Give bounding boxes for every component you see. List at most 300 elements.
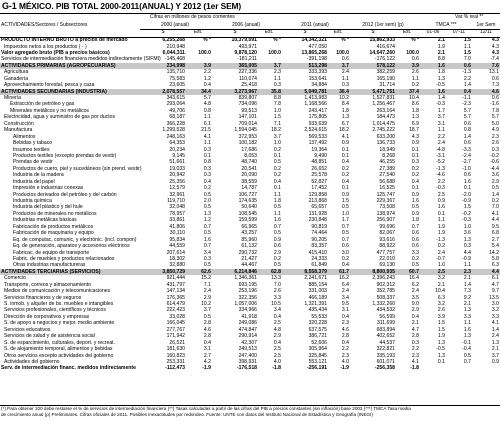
table-cell: 693,195 xyxy=(238,281,257,288)
table-cell: 1,299,528 xyxy=(162,127,185,134)
table-cell: 2.3 xyxy=(446,269,472,275)
table-cell: 165,190 xyxy=(376,75,395,82)
table-cell: 2.2 xyxy=(203,69,211,76)
table-cell: 1.5 xyxy=(463,204,471,211)
table-cell: 0.6 xyxy=(463,172,471,179)
table-cell: 12,579 xyxy=(169,185,185,192)
table-cell: 13.5 xyxy=(489,294,499,301)
table-cell: 7.1 xyxy=(203,281,211,288)
table-cell: 1.7 xyxy=(341,217,349,224)
table-cell: 2.2 xyxy=(437,178,445,185)
table-cell: 1.0 xyxy=(463,223,471,230)
table-cell: 0.5 xyxy=(273,159,281,166)
table-cell: 3.7 xyxy=(328,63,350,69)
table-cell: 14,342,321 xyxy=(301,37,327,44)
row-label: S. de alojamiento temporal, alimentos y bebidas xyxy=(4,346,113,353)
pib-table xyxy=(0,37,500,372)
table-cell: 578,122 xyxy=(350,63,396,69)
table-cell: 7.8 xyxy=(491,107,499,114)
table-cell: -391,198 xyxy=(306,56,327,63)
table-cell: 0.1 xyxy=(437,358,445,365)
table-cell: 0.9 xyxy=(273,236,281,243)
table-cell: 434,532 xyxy=(376,307,395,314)
footnotes xyxy=(1,406,499,417)
row-label: Otros servicios excepto actividades del gobierno xyxy=(4,352,114,359)
table-cell: 27,389 xyxy=(379,165,395,172)
table-cell: 25,418 xyxy=(241,82,257,89)
table-cell: 4.1 xyxy=(491,320,499,327)
table-cell: 637,575 xyxy=(308,326,327,333)
table-cell: 1.4 xyxy=(463,82,471,89)
table-cell: 2,745,222 xyxy=(372,127,395,134)
table-cell: 2.5 xyxy=(420,269,446,275)
row-label: S. de esparcimiento, culturales, deport. y recreat. xyxy=(4,339,115,346)
table-cell: 3.1 xyxy=(437,120,445,127)
sub-2000-value: $ xyxy=(161,29,165,35)
table-cell: 6.1 xyxy=(491,275,499,282)
table-cell: 4.3 xyxy=(491,43,499,50)
table-cell: 0.5 xyxy=(203,191,211,198)
row-label: Prendas de vestir xyxy=(13,159,53,166)
header-top xyxy=(0,14,500,22)
table-cell: 207,614 xyxy=(166,249,185,256)
row-label: Servicios profesionales, científicos y técnicos xyxy=(4,307,106,314)
table-cell: 9.7 xyxy=(491,288,499,295)
table-cell: 277,767 xyxy=(166,326,185,333)
row-label: Productos textiles (excepto prendas de vestir) xyxy=(13,152,117,159)
row-label: Servicios financieros y de seguros xyxy=(4,294,82,301)
table-cell: 0.9 xyxy=(411,191,419,198)
table-cell: 243,417 xyxy=(308,107,327,114)
table-cell: 466,189 xyxy=(308,294,327,301)
table-cell: 0.4 xyxy=(273,313,281,320)
table-cell: -1.1 xyxy=(462,95,471,102)
table-cell: 683,894 xyxy=(376,326,395,333)
table-cell: 4.0 xyxy=(273,358,281,365)
footnote-line-2: de crecimiento anual (p) Preliminares. Cifras oficiales de 2011. Posibles inexactitudes por redondeo. Fuente: UNTE con datos del Instituto Nacional de Estadística y Geografía (INEGI) xyxy=(1,411,373,417)
table-cell: 227,336 xyxy=(238,69,257,76)
table-cell: 20,942 xyxy=(169,172,185,179)
row-label: Fabricac. de equipo de transporte xyxy=(13,249,90,256)
table-cell: 90,819 xyxy=(311,223,327,230)
table-cell: 25,578 xyxy=(311,172,327,179)
table-cell: 41,806 xyxy=(169,223,185,230)
table-cell: 2.3 xyxy=(341,320,349,327)
table-cell: 230,848 xyxy=(308,217,327,224)
table-cell: 65,657 xyxy=(311,204,327,211)
table-cell: 2.7 xyxy=(203,352,211,359)
table-cell: 0.5 xyxy=(273,262,281,269)
table-cell: 1.4 xyxy=(491,326,499,333)
table-cell: 1.9 xyxy=(437,43,445,50)
row-label: Fabric. de muebles y productos relacionados xyxy=(13,255,115,262)
table-cell: 4.1 xyxy=(411,358,419,365)
table-cell: 253,331 xyxy=(166,358,185,365)
table-cell: 4.2 xyxy=(203,358,211,365)
table-cell: 3.4 xyxy=(203,249,211,256)
table-cell: 171,942 xyxy=(166,333,185,340)
table-cell: 1.1 xyxy=(411,75,419,82)
table-cell xyxy=(420,365,446,371)
row-label: Insumos textiles xyxy=(13,146,50,153)
row-label: Industrias metálicas básicas xyxy=(13,217,77,224)
table-cell: -2.4 xyxy=(462,152,471,159)
table-cell: 8,800,935 xyxy=(350,269,396,275)
table-cell: 93,616 xyxy=(379,236,395,243)
table-cell: 234,998 xyxy=(140,63,186,69)
table-cell: 256,907 xyxy=(376,217,395,224)
table-cell: 1.6 xyxy=(420,63,446,69)
table-cell: 569,533 xyxy=(308,133,327,140)
table-cell: 9.2 xyxy=(463,294,471,301)
table-cell: 229,367 xyxy=(376,198,395,205)
table-cell: 0.4 xyxy=(411,313,419,320)
table-cell: 1.9 xyxy=(437,230,445,237)
table-cell: -1.3 xyxy=(436,236,445,243)
table-cell: 24,333 xyxy=(311,255,327,262)
table-cell: 0.4 xyxy=(341,159,349,166)
header-sub xyxy=(0,29,500,36)
table-cell: 8.4 xyxy=(341,101,349,108)
table-cell: 1,057,006 xyxy=(234,301,257,308)
table-cell: 734,096 xyxy=(238,101,257,108)
table-cell: 0.1 xyxy=(341,152,349,159)
table-cell: 5.8 xyxy=(491,255,499,262)
table-cell: 3.6 xyxy=(463,230,471,237)
table-cell: 4.4 xyxy=(463,249,471,256)
row-label: Fabricación de maquinaria y equipo xyxy=(13,230,94,237)
table-cell: 14,787 xyxy=(241,185,257,192)
units-label: Cifras en millones de pesos corrientes xyxy=(150,14,235,20)
table-cell: 5,049,781 xyxy=(282,89,328,95)
table-cell: 2.6 xyxy=(273,288,281,295)
table-cell: 4.4 xyxy=(491,217,499,224)
table-cell: 0.7 xyxy=(411,223,419,230)
table-cell: % * xyxy=(411,37,419,44)
table-cell: 4.4 xyxy=(472,269,500,275)
table-cell: 1.5 xyxy=(437,326,445,333)
table-cell: -112,473 xyxy=(165,365,185,372)
table-cell: 33,861 xyxy=(169,217,185,224)
table-cell: 2.6 xyxy=(491,140,499,147)
row-label: Otras industrias manufactureras xyxy=(13,262,86,269)
table-cell: 0.5 xyxy=(491,185,499,192)
table-cell: 26,652 xyxy=(311,165,327,172)
table-cell: 1.4 xyxy=(463,133,471,140)
table-cell: 0.4 xyxy=(203,339,211,346)
table-cell: 0.3 xyxy=(273,82,281,89)
table-cell: -1.8 xyxy=(272,365,281,372)
sub-sem-1211: 12/11 xyxy=(479,29,493,35)
table-cell: 17,686 xyxy=(241,146,257,153)
table-cell: 26,521 xyxy=(169,339,185,346)
table-cell: 0.2 xyxy=(273,165,281,172)
table-cell: 46,255 xyxy=(379,159,395,166)
table-cell: 1.6 xyxy=(411,198,419,205)
table-cell: 4.1 xyxy=(341,133,349,140)
table-cell: 213,868 xyxy=(308,198,327,205)
table-cell: 1.8 xyxy=(411,217,419,224)
table-cell: 3.9 xyxy=(186,63,212,69)
table-cell: 19,033 xyxy=(169,165,185,172)
table-cell: 335,193 xyxy=(376,352,395,359)
table-cell: 49,706 xyxy=(169,107,185,114)
table-cell: 41,918 xyxy=(241,313,257,320)
table-cell: 8.8 xyxy=(273,95,281,102)
table-cell: 4.6 xyxy=(203,326,211,333)
table-cell: 6,214,846 xyxy=(212,269,258,275)
table-cell: -3.1 xyxy=(436,152,445,159)
table-cell: 13.3 xyxy=(271,275,281,282)
table-cell: 3.7 xyxy=(437,114,445,121)
table-cell: 1.0 xyxy=(341,210,349,217)
table-cell: 2.4 xyxy=(203,288,211,295)
table-cell: -2.0 xyxy=(462,191,471,198)
table-cell: -0.3 xyxy=(436,185,445,192)
table-cell: 0.5 xyxy=(203,262,211,269)
table-cell: -1.9 xyxy=(202,365,211,372)
table-cell: 1.3 xyxy=(463,307,471,314)
table-cell: 2.3 xyxy=(491,133,499,140)
row-label: Comercio xyxy=(4,275,26,282)
sub-2012-value: $ xyxy=(371,29,375,35)
table-cell: 0.1 xyxy=(273,185,281,192)
table-cell: 1.1 xyxy=(463,43,471,50)
table-cell: 2.9 xyxy=(273,333,281,340)
table-cell: 125,747 xyxy=(376,191,395,198)
table-cell: -0.9 xyxy=(462,255,471,262)
table-cell: 508,337 xyxy=(376,294,395,301)
table-cell: 7.3 xyxy=(463,288,471,295)
row-label: Industria de la madera xyxy=(13,172,64,179)
table-cell: 90,205 xyxy=(311,236,327,243)
table-cell: -0.7 xyxy=(436,255,445,262)
table-cell: 83,357 xyxy=(311,243,327,250)
table-cell: 6.3 xyxy=(491,262,499,269)
table-cell: 5.7 xyxy=(491,114,499,121)
table-cell: 0.5 xyxy=(203,204,211,211)
table-cell: 2.2 xyxy=(463,75,471,82)
table-cell: 18,302 xyxy=(169,255,185,262)
table-cell: 0.6 xyxy=(341,56,349,63)
table-cell: 0.6 xyxy=(463,140,471,147)
table-cell: 933,639 xyxy=(308,120,327,127)
table-cell: 0.6 xyxy=(411,243,419,250)
table-cell: 34,884 xyxy=(311,82,327,89)
table-cell: -1.0 xyxy=(462,165,471,172)
table-cell: 366,228 xyxy=(166,120,185,127)
table-cell: 2.4 xyxy=(437,140,445,147)
table-cell: 42,307 xyxy=(241,339,257,346)
row-label: Eq. de generación, aparatos y accesorios eléctricos xyxy=(13,243,130,250)
table-cell: 3.5 xyxy=(411,294,419,301)
table-cell: 1.5 xyxy=(463,37,471,44)
table-cell: 2.7 xyxy=(491,236,499,243)
table-cell: 48,740 xyxy=(241,159,257,166)
table-cell: 9.5 xyxy=(341,301,349,308)
table-cell: 16.4 xyxy=(409,275,419,282)
table-cell: 2.3 xyxy=(411,352,419,359)
table-cell: 110,074 xyxy=(238,75,257,82)
table-cell: 2,396,243 xyxy=(372,275,395,282)
table-cell: -2.7 xyxy=(462,159,471,166)
table-cell xyxy=(472,365,500,371)
table-cell: 3.3 xyxy=(491,313,499,320)
row-label: Medios de comunicación y telecomunicaciones xyxy=(4,288,111,295)
table-cell: 2.4 xyxy=(411,288,419,295)
table-cell: 1.2 xyxy=(203,75,211,82)
table-cell: 0.7 xyxy=(341,223,349,230)
table-cell: 1.3 xyxy=(203,210,211,217)
sub-tmca-0711: 07-11 xyxy=(452,29,466,35)
table-cell: 325,845 xyxy=(308,352,327,359)
table-cell: 9,878,120 xyxy=(234,49,257,56)
table-cell: 1.1 xyxy=(463,262,471,269)
row-label: Transporte, correos y almacenamiento xyxy=(4,281,92,288)
table-cell: 6.4 xyxy=(341,281,349,288)
table-cell: 4.3 xyxy=(411,133,419,140)
table-cell: 0.9 xyxy=(341,191,349,198)
table-cell: 0.4 xyxy=(411,178,419,185)
table-cell: 2.1 xyxy=(437,37,445,44)
row-label: Servicios educativos xyxy=(4,326,51,333)
table-cell: 0.6 xyxy=(463,120,471,127)
table-cell: -0.3 xyxy=(436,101,445,108)
sub-2011-est: Est. xyxy=(333,29,343,35)
table-cell: 20,541 xyxy=(241,165,257,172)
table-cell: 4.3 xyxy=(491,49,499,56)
table-cell: 32,880 xyxy=(169,262,185,269)
table-cell: 0.7 xyxy=(203,243,211,250)
table-cell: 1.7 xyxy=(437,107,445,114)
table-cell: -0.1 xyxy=(462,339,471,346)
table-cell: 2.2 xyxy=(437,133,445,140)
table-cell: 106,727 xyxy=(238,191,257,198)
table-cell: 2.8 xyxy=(341,333,349,340)
row-label: Industria química xyxy=(13,198,52,205)
table-cell: 166,045 xyxy=(166,320,185,327)
table-cell: 263,164 xyxy=(376,107,395,114)
table-cell: -4.8 xyxy=(436,146,445,153)
table-cell: -181,211 xyxy=(237,56,257,63)
table-cell: 0.2 xyxy=(411,82,419,89)
table-cell: 56,599 xyxy=(379,313,395,320)
table-cell: 62.8 xyxy=(258,269,282,275)
table-cell: 0.5 xyxy=(411,262,419,269)
table-cell: 0.6 xyxy=(411,230,419,237)
table-cell: 2.5 xyxy=(273,346,281,353)
table-cell: 4.6 xyxy=(472,89,500,95)
table-cell: 0.1 xyxy=(411,185,419,192)
table-cell: 9.5 xyxy=(491,223,499,230)
table-cell: 69,130 xyxy=(379,262,395,269)
table-cell: % * xyxy=(341,37,349,44)
table-cell: 19,364 xyxy=(311,146,327,153)
table-cell: 0.6 xyxy=(411,236,419,243)
table-cell: 372,953 xyxy=(238,133,257,140)
table-cell: 18,949 xyxy=(379,146,395,153)
table-cell: 25,356 xyxy=(169,178,185,185)
table-cell: 2,241,671 xyxy=(304,275,327,282)
table-cell: 1.6 xyxy=(203,236,211,243)
table-cell: 6.7 xyxy=(341,120,349,127)
table-cell: 9,490 xyxy=(314,152,327,159)
table-cell: 38,559 xyxy=(241,178,257,185)
table-cell: 3.1 xyxy=(203,346,211,353)
table-cell: 477,050 xyxy=(308,43,327,50)
table-cell: 0.6 xyxy=(411,56,419,63)
table-cell: 7.0 xyxy=(273,281,281,288)
table-cell: 4.8 xyxy=(273,326,281,333)
table-cell: 1.6 xyxy=(420,89,446,95)
table-row xyxy=(0,365,500,371)
row-label: Ganadería xyxy=(4,75,29,82)
table-cell: 184,473 xyxy=(376,114,395,121)
table-cell: 0.3 xyxy=(203,146,211,153)
row-label: Serv. de intermediación financ. medidos indirectamente xyxy=(1,365,136,372)
table-cell: 2.5 xyxy=(437,191,445,198)
table-cell: 7.3 xyxy=(491,82,499,89)
table-cell: 75,583 xyxy=(169,75,185,82)
table-cell: 160,823 xyxy=(166,352,185,359)
table-cell: 0.2 xyxy=(341,165,349,172)
table-cell: 64,353 xyxy=(169,140,185,147)
table-cell: 2.1 xyxy=(463,301,471,308)
table-cell: 0.8 xyxy=(463,127,471,134)
table-cell: 7.0 xyxy=(491,204,499,211)
table-cell: 1.5 xyxy=(341,198,349,205)
table-cell: 2.5 xyxy=(273,352,281,359)
table-cell: 44,467 xyxy=(241,262,257,269)
table-cell: 181,630 xyxy=(166,346,185,353)
row-label: Valor agregado bruto (PIB a precios básicos) xyxy=(1,49,110,56)
table-cell: 0.5 xyxy=(273,204,281,211)
table-cell: -1.9 xyxy=(340,365,349,372)
table-cell: 16.2 xyxy=(339,275,349,282)
table-cell: -0.5 xyxy=(436,346,445,353)
table-cell: 1.8 xyxy=(411,107,419,114)
table-cell: 0.4 xyxy=(446,89,472,95)
table-cell: 62.6 xyxy=(186,269,212,275)
table-cell: 100.0 xyxy=(198,49,211,56)
table-cell: 31,714 xyxy=(379,82,395,89)
table-cell: 10.4 xyxy=(409,95,419,102)
table-cell: 0.4 xyxy=(273,339,281,346)
table-cell: 3.0 xyxy=(341,249,349,256)
table-cell: 0.4 xyxy=(341,313,349,320)
sub-2011-value: $ xyxy=(303,29,307,35)
table-cell: 435,434 xyxy=(308,307,327,314)
table-cell: 0.3 xyxy=(411,159,419,166)
table-cell: 1.1 xyxy=(437,127,445,134)
table-cell: 88,922 xyxy=(379,243,395,250)
table-cell: 3.7 xyxy=(491,352,499,359)
page-title xyxy=(2,1,241,11)
table-cell: 1.6 xyxy=(273,217,281,224)
row-label: S. inmob. y alquiler de bs. muebles e intangibles xyxy=(4,301,114,308)
footnote-line-1: (*) Para obtener 100 debe restarse el % de servicios de intermediación financiera (**) Tasas calculadas a partir de las cifras del PIB a precios constantes (sin inflación) base 2003 (***) TMCA Tasa media xyxy=(1,406,411,411)
table-cell: 13,865,268 xyxy=(301,49,327,56)
table-cell: 15.2 xyxy=(201,275,211,282)
table-cell: 0.2 xyxy=(273,146,281,153)
table-cell: 131,928 xyxy=(308,210,327,217)
table-cell: 4.9 xyxy=(491,127,499,134)
table-cell: 1.1 xyxy=(203,114,211,121)
table-cell: 8,558,379 xyxy=(282,269,328,275)
year-2011: 2011 (anual) xyxy=(301,22,329,28)
year-2012: 2012 (1er sem) (p) xyxy=(362,22,404,28)
table-cell: 0.2 xyxy=(341,255,349,262)
